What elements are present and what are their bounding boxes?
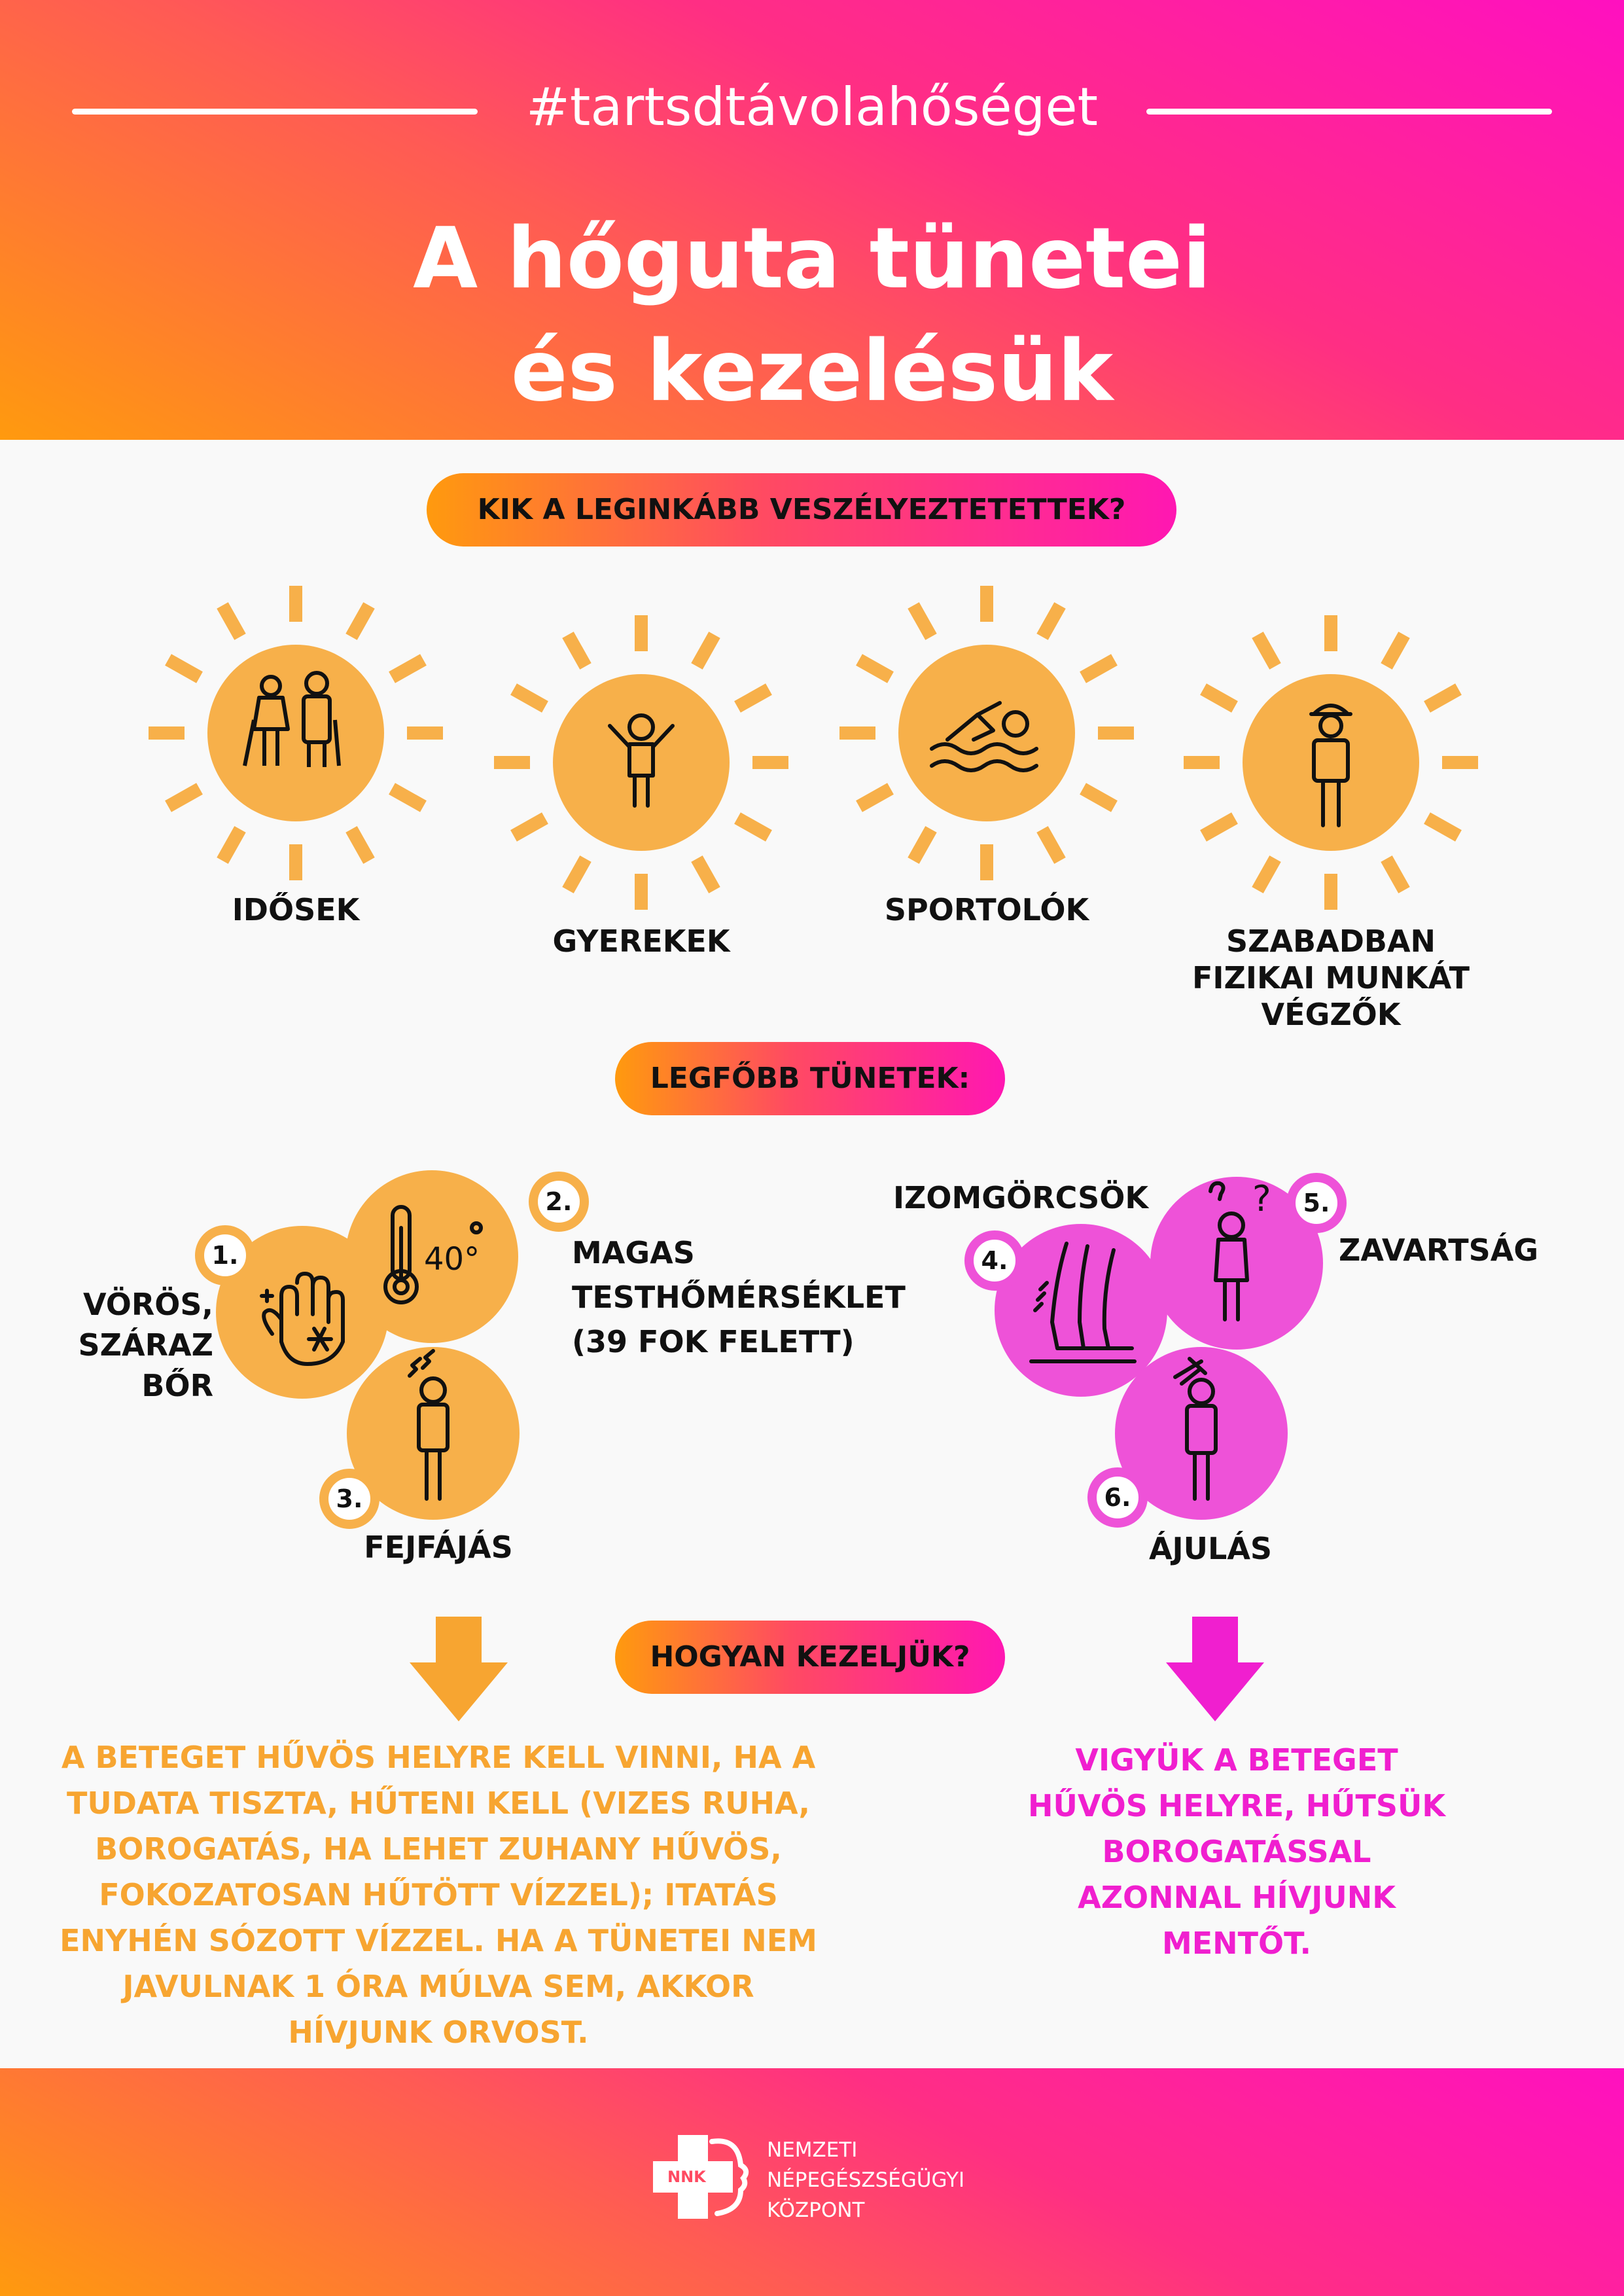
symptom-number-6: 6.	[1087, 1467, 1148, 1528]
elderly-sun-icon	[139, 576, 453, 890]
hashtag: #tartsdtávolahőséget	[526, 77, 1098, 137]
treatment-heading: HOGYAN KEZELJÜK?	[615, 1621, 1005, 1694]
treatment-text-heat-exhaustion: A BETEGET HŰVÖS HELYRE KELL VINNI, HA A TUDATA TISZTA, HŰTENI KELL (VIZES RUHA, BOROGATÁS, HA LEHET ZUHANY HŰVÖS, FOKOZATOSAN HŰTÖTT VÍZZEL); ITATÁS ENYHÉN SÓZOTT VÍZZEL. HA A TÜNETEI NEM JAVULNAK 1 ÓRA MÚLVA SEM, AKKOR HÍVJUNK ORVOST.	[60, 1740, 817, 2050]
symptom-label-skin: VÖRÖS, SZÁRAZ BŐR	[78, 1287, 213, 1403]
thermometer-reading: 40°	[424, 1241, 480, 1278]
risk-label-athletes: SPORTOLÓK	[884, 892, 1089, 927]
heat-symptoms-cluster	[216, 1165, 582, 1532]
arrow-down-pink-icon	[1166, 1617, 1264, 1721]
organization-name: NEMZETI NÉPEGÉSZSÉGÜGYI KÖZPONT	[767, 2138, 965, 2222]
symptom-label-temperature: MAGAS TESTHŐMÉRSÉKLET (39 FOK FELETT)	[572, 1235, 906, 1359]
symptom-number-4: 4.	[964, 1230, 1025, 1291]
child-sun-icon	[484, 605, 798, 920]
symptom-number-2: 2.	[529, 1172, 589, 1232]
symptom-number-3: 3.	[319, 1469, 380, 1529]
symptom-number-5: 5.	[1286, 1173, 1347, 1233]
nnk-logo	[652, 2131, 763, 2223]
hashtag-divider-right	[1146, 109, 1552, 115]
treatment-text-severe: VIGYÜK A BETEGET HŰVÖS HELYRE, HŰTSÜK BOROGATÁSSAL AZONNAL HÍVJUNK MENTŐT.	[1028, 1742, 1445, 1961]
symptom-label-headache: FEJFÁJÁS	[364, 1530, 513, 1565]
symptom-number-1: 1.	[195, 1225, 255, 1285]
symptom-label-fainting: ÁJULÁS	[1148, 1531, 1273, 1566]
risk-label-children: GYEREKEK	[552, 924, 730, 959]
risk-label-outdoor-workers: SZABADBAN FIZIKAI MUNKÁT VÉGZŐK	[1192, 924, 1470, 1032]
risk-label-elderly: IDŐSEK	[232, 892, 360, 927]
symptom-label-cramps: IZOMGÖRCSÖK	[892, 1180, 1149, 1215]
swimmer-sun-icon	[830, 576, 1144, 890]
page-title	[0, 203, 1624, 428]
severe-symptoms-cluster	[975, 1165, 1341, 1532]
svg-text:?: ?	[1252, 1178, 1271, 1219]
logo-text: NNK	[667, 2168, 706, 2186]
arrow-down-orange-icon	[410, 1617, 508, 1721]
risk-heading: KIK A LEGINKÁBB VESZÉLYEZTETETTEK?	[427, 473, 1176, 547]
title-line-2: és kezelésük	[510, 323, 1114, 420]
worker-sun-icon	[1174, 605, 1488, 920]
symptom-label-confusion: ZAVARTSÁG	[1339, 1232, 1539, 1268]
title-line-1: A hőguta tünetei	[413, 210, 1211, 308]
hashtag-divider-left	[72, 109, 478, 115]
symptoms-heading: LEGFŐBB TÜNETEK:	[615, 1042, 1005, 1115]
